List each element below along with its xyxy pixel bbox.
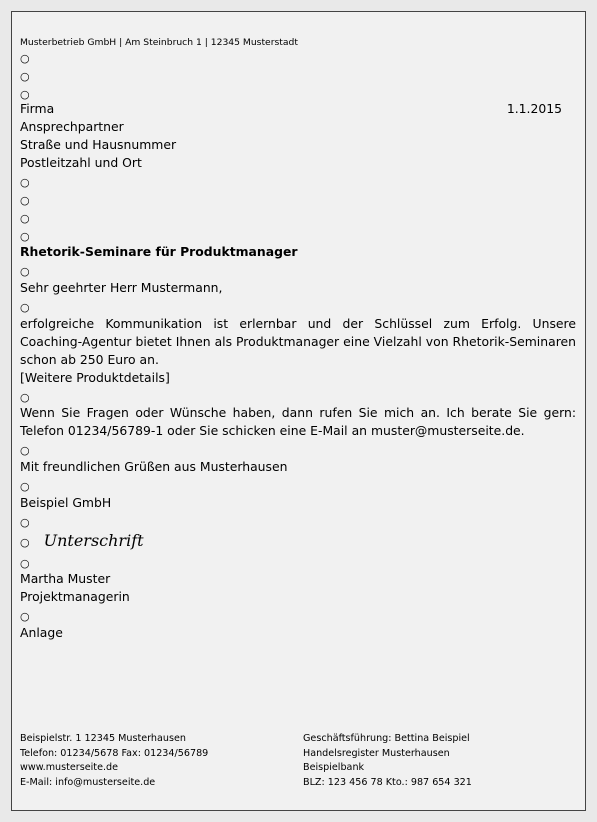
sender-line: Musterbetrieb GmbH | Am Steinbruch 1 | 12345 Musterstadt: [20, 37, 298, 48]
paragraph-mark: ○: [20, 391, 30, 404]
paragraph-mark: ○: [20, 212, 30, 225]
footer-website: www.musterseite.de: [20, 762, 119, 773]
recipient-company: Firma: [20, 101, 55, 116]
footer-management: Geschäftsführung: Bettina Beispiel: [303, 733, 470, 744]
paragraph-mark: ○: [20, 52, 30, 65]
paragraph-mark: ○: [20, 70, 30, 83]
attachment-label: Anlage: [20, 625, 63, 640]
signature-placeholder: Unterschrift: [43, 531, 144, 550]
footer-left: [20, 732, 208, 790]
salutation: Sehr geehrter Herr Mustermann,: [20, 280, 223, 295]
paragraph-mark: ○: [20, 610, 30, 623]
letter-date: 1.1.2015: [506, 101, 562, 116]
paragraph-mark: ○: [20, 88, 30, 101]
recipient-contact: Ansprechpartner: [20, 119, 124, 134]
paragraph-mark: ○: [20, 557, 30, 570]
paragraph-mark: ○: [20, 265, 30, 278]
paragraph-mark: ○: [20, 480, 30, 493]
product-details: [Weitere Produktdetails]: [20, 370, 170, 385]
footer-email: E-Mail: info@musterseite.de: [20, 776, 156, 788]
footer-bank-account: BLZ: 123 456 78 Kto.: 987 654 321: [303, 776, 472, 788]
footer-phone-fax: Telefon: 01234/5678 Fax: 01234/56789: [20, 747, 209, 759]
letter-page: [11, 11, 586, 811]
footer-address: Beispielstr. 1 12345 Musterhausen: [20, 733, 186, 744]
signer-title: Projektmanagerin: [20, 589, 130, 604]
letter-subject: Rhetorik-Seminare für Produktmanager: [20, 244, 298, 259]
paragraph-mark: ○: [20, 230, 30, 243]
footer-bank: Beispielbank: [303, 762, 365, 773]
signer-name: Martha Muster: [20, 571, 111, 586]
paragraph-mark: ○: [20, 536, 30, 549]
company-sign: Beispiel GmbH: [20, 495, 112, 510]
contact-paragraph: Wenn Sie Fragen oder Wünsche haben, dann rufen Sie mich an. Ich berate Sie gern: Telefon 01234/56789-1 oder Sie schicken eine E-Mail an muster@musterseite.de.: [20, 405, 576, 438]
paragraph-mark: ○: [20, 516, 30, 529]
paragraph-mark: ○: [20, 301, 30, 314]
paragraph-mark: ○: [20, 176, 30, 189]
footer-right: [303, 732, 472, 790]
paragraph-mark: ○: [20, 444, 30, 457]
recipient-company-row: [20, 100, 576, 118]
closing-line: Mit freundlichen Grüßen aus Musterhausen: [20, 459, 288, 474]
footer-register: Handelsregister Musterhausen: [303, 747, 450, 759]
signature-row: [20, 532, 576, 552]
paragraph-mark: ○: [20, 194, 30, 207]
recipient-city: Postleitzahl und Ort: [20, 155, 142, 170]
body-paragraph: erfolgreiche Kommunikation ist erlernbar und der Schlüssel zum Erfolg. Unsere Coaching-Agentur bietet Ihnen als Produktmanager eine Vielzahl von Rhetorik-Seminaren schon ab 250 Euro an.: [20, 316, 576, 367]
recipient-street: Straße und Hausnummer: [20, 137, 177, 152]
